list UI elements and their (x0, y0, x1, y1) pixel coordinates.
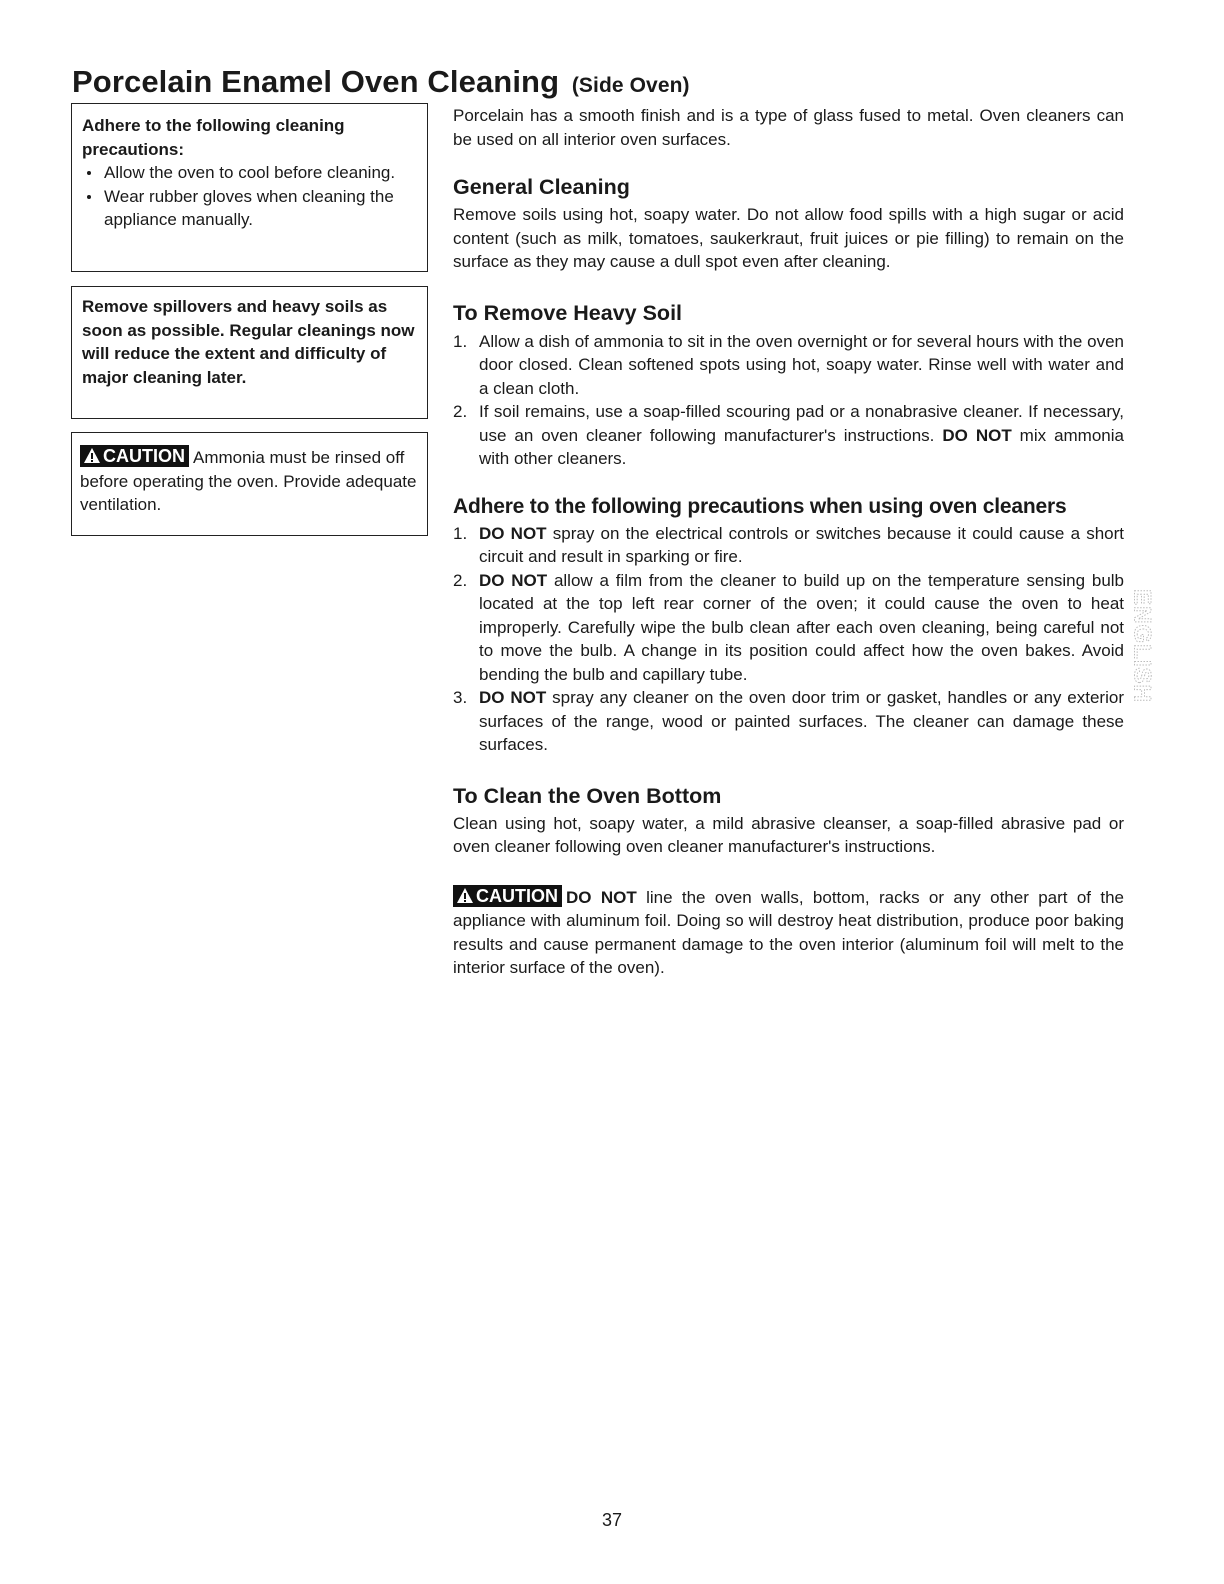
foil-caution-bold: DO NOT (566, 887, 637, 907)
side-tab-graphic (1128, 578, 1156, 714)
item-number: 2. (453, 402, 468, 421)
item-bold: DO NOT (942, 425, 1012, 445)
precaution-bullet: Wear rubber gloves when cleaning the appliance manually. (82, 185, 417, 232)
heavy-soil-heading: To Remove Heavy Soil (453, 300, 683, 325)
oven-cleaner-precautions-heading: Adhere to the following precautions when using oven cleaners (453, 494, 1067, 518)
list-item (453, 330, 1124, 401)
item-text: If soil remains, use a soap-filled scouring pad or a nonabrasive cleaner. If necessary, use an oven cleaner following manufacturer's instructions. (479, 402, 1124, 445)
item-number: 3. (453, 688, 468, 707)
foil-caution-paragraph (453, 885, 1124, 980)
caution-badge (453, 885, 562, 907)
item-tail: mix ammonia with other cleaners. (479, 425, 1124, 468)
caution-badge-label: CAUTION (476, 885, 558, 906)
warning-triangle-icon (83, 447, 101, 464)
spillovers-box (71, 286, 428, 419)
item-text: spray on the electrical controls or switches because it could cause a short circuit and result in sparking or fire. (479, 523, 1124, 566)
oven-bottom-heading: To Clean the Oven Bottom (453, 783, 722, 808)
item-bold: DO NOT (479, 688, 547, 707)
item-number: 2. (453, 570, 468, 590)
ammonia-caution-text: Ammonia must be rinsed off before operating the oven. Provide adequate ventilation. (80, 448, 417, 514)
oven-cleaner-precautions-list (453, 522, 1124, 757)
spillovers-text: Remove spillovers and heavy soils as soon as possible. Regular cleanings now will reduce the extent and difficulty of major cleaning later. (82, 297, 415, 387)
item-text: Allow a dish of ammonia to sit in the oven overnight or for several hours with the oven door closed. Clean softened spots using hot, soapy water. Rinse well with water and a clean cloth. (479, 331, 1124, 398)
item-text: spray any cleaner on the oven door trim or gasket, handles or any exterior surfaces of the range, wood or painted surfaces. The cleaner can damage these surfaces. (479, 688, 1124, 754)
language-side-tab (1128, 578, 1156, 714)
item-bold: DO NOT (479, 523, 547, 543)
list-item (453, 569, 1124, 687)
side-tab-label: ENGLISH (1128, 589, 1156, 703)
intro-paragraph: Porcelain has a smooth finish and is a type of glass fused to metal. Oven cleaners can be used on all interior oven surfaces. (453, 106, 1124, 149)
title-main: Porcelain Enamel Oven Cleaning (72, 64, 560, 99)
warning-triangle-icon (456, 887, 474, 904)
page-number: 37 (601, 1510, 623, 1530)
ammonia-caution-box (71, 432, 428, 536)
general-cleaning-text: Remove soils using hot, soapy water. Do not allow food spills with a high sugar or acid content (such as milk, tomatoes, saukerkraut, fruit juices or pie filling) to remain on the surface as they may cause a dull spot even after cleaning. (453, 205, 1124, 271)
title-suffix: (Side Oven) (571, 74, 690, 97)
list-item (453, 400, 1124, 471)
precautions-list (82, 161, 417, 232)
main-content (453, 104, 1124, 980)
item-number: 1. (453, 331, 468, 351)
item-text: allow a film from the cleaner to build up on the temperature sensing bulb located at the top left rear corner of the oven; it could cause the oven to heat improperly. Carefully wipe the bulb clean after each oven cleaning, being careful not to move the bulb. A change in its position could affect how the oven bakes. Avoid bending the bulb and capillary tube. (479, 570, 1124, 684)
foil-caution-text: line the oven walls, bottom, racks or any other part of the appliance with aluminum foil. Doing so will destroy heat distribution, produce poor baking results and cause permanent damage to the oven interior (aluminum foil will melt to the interior surface of the oven). (453, 887, 1124, 977)
item-bold: DO NOT (479, 570, 548, 590)
precaution-bullet: Allow the oven to cool before cleaning. (82, 161, 417, 185)
heavy-soil-list (453, 330, 1124, 471)
list-item (453, 522, 1124, 569)
caution-badge-label: CAUTION (103, 446, 185, 466)
item-number: 1. (453, 523, 468, 543)
oven-bottom-text: Clean using hot, soapy water, a mild abrasive cleanser, a soap-filled abrasive pad or oven cleaner following oven cleaner manufacturer's instructions. (453, 813, 1124, 856)
precautions-box (71, 103, 428, 272)
precautions-heading: Adhere to the following cleaning precautions: (82, 116, 345, 159)
page-title (72, 66, 690, 97)
list-item (453, 686, 1124, 757)
general-cleaning-heading: General Cleaning (453, 175, 630, 199)
caution-badge (80, 445, 189, 467)
